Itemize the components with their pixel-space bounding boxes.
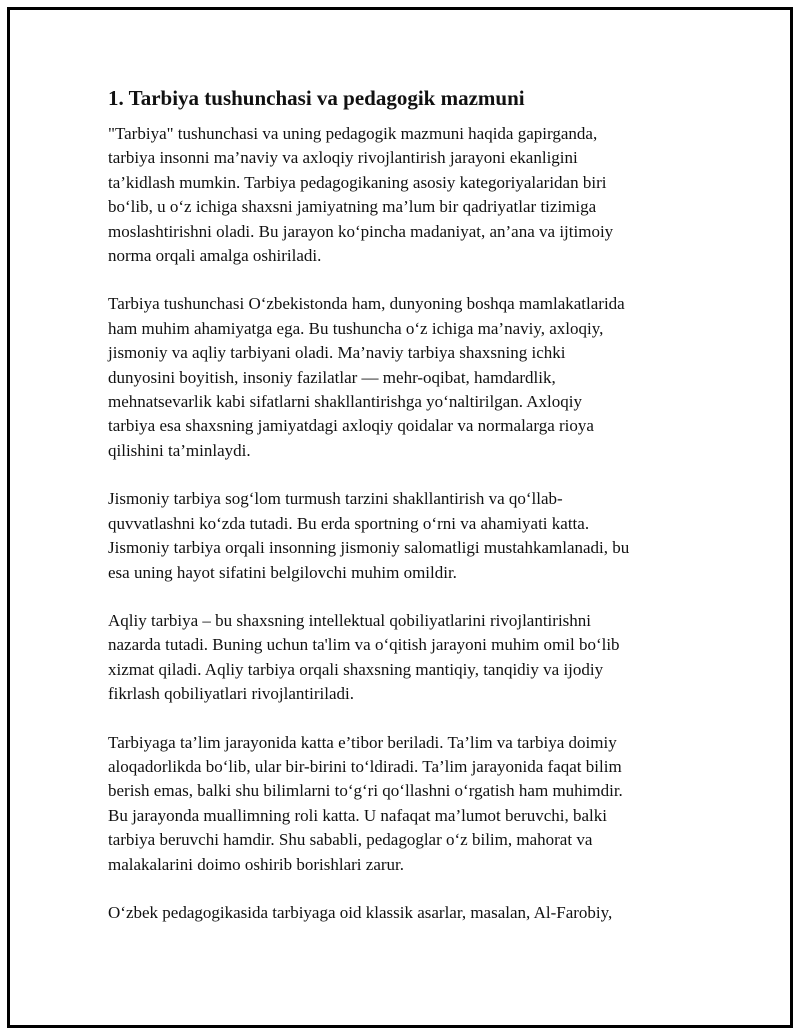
paragraph-4 <box>108 609 688 707</box>
text-line: qilishini ta’minlaydi. <box>108 440 251 460</box>
text-line: berish emas, balki shu bilimlarni to‘g‘ri qo‘llashni o‘rgatish ham muhimdir. <box>108 781 623 801</box>
text-line: tarbiya beruvchi hamdir. Shu sababli, pedagoglar o‘z bilim, mahorat va <box>108 830 593 850</box>
text-line: tarbiya esa shaxsning jamiyatdagi axloqiy qoidalar va normalarga rioya <box>108 416 594 436</box>
document-body <box>108 84 688 949</box>
text-line: moslashtirishni oladi. Bu jarayon ko‘pincha madaniyat, an’ana va ijtimoiy <box>108 221 614 241</box>
paragraph-6 <box>108 901 688 925</box>
paragraph-3 <box>108 487 688 585</box>
text-line: dunyosini boyitish, insoniy fazilatlar — mehr-oqibat, hamdardlik, <box>108 367 556 387</box>
text-line: Jismoniy tarbiya orqali insonning jismoniy salomatligi mustahkamlanadi, bu <box>108 538 630 558</box>
text-line: ta’kidlash mumkin. Tarbiya pedagogikaning asosiy kategoriyalaridan biri <box>108 172 607 192</box>
text-line: xizmat qiladi. Aqliy tarbiya orqali shaxsning mantiqiy, tanqidiy va ijodiy <box>108 659 604 679</box>
paragraph-5 <box>108 731 688 877</box>
paragraph-1 <box>108 122 688 268</box>
text-line: Tarbiya tushunchasi O‘zbekistonda ham, dunyoning boshqa mamlakatlarida <box>108 294 625 314</box>
section-heading: 1. Tarbiya tushunchasi va pedagogik mazmuni <box>108 86 525 110</box>
text-line: quvvatlashni ko‘zda tutadi. Bu erda sportning o‘rni va ahamiyati katta. <box>108 513 590 533</box>
text-line: Tarbiyaga ta’lim jarayonida katta e’tibor beriladi. Ta’lim va tarbiya doimiy <box>108 732 617 752</box>
text-line: fikrlash qobiliyatlari rivojlantiriladi. <box>108 684 354 704</box>
paragraph-2 <box>108 292 688 463</box>
text-line: jismoniy va aqliy tarbiyani oladi. Ma’naviy tarbiya shaxsning ichki <box>108 343 566 363</box>
text-line: nazarda tutadi. Buning uchun ta'lim va o‘qitish jarayoni muhim omil bo‘lib <box>108 635 620 655</box>
text-line: O‘zbek pedagogikasida tarbiyaga oid klassik asarlar, masalan, Al-Farobiy, <box>108 902 613 922</box>
text-line: Aqliy tarbiya – bu shaxsning intellektual qobiliyatlarini rivojlantirishni <box>108 610 592 630</box>
text-line: mehnatsevarlik kabi sifatlarni shakllantirishga yo‘naltirilgan. Axloqiy <box>108 392 582 412</box>
text-line: norma orqali amalga oshiriladi. <box>108 246 322 266</box>
text-line: "Tarbiya" tushunchasi va uning pedagogik mazmuni haqida gapirganda, <box>108 124 598 143</box>
text-line: esa uning hayot sifatini belgilovchi muhim omildir. <box>108 562 457 582</box>
text-line: ham muhim ahamiyatga ega. Bu tushuncha o‘z ichiga ma’naviy, axloqiy, <box>108 318 604 338</box>
text-line: tarbiya insonni ma’naviy va axloqiy rivojlantirish jarayoni ekanligini <box>108 148 578 168</box>
text-line: Jismoniy tarbiya sog‘lom turmush tarzini shakllantirish va qo‘llab- <box>108 489 563 509</box>
text-line: aloqadorlikda bo‘lib, ular bir-birini to‘ldiradi. Ta’lim jarayonida faqat bilim <box>108 756 622 776</box>
text-line: malakalarini doimo oshirib borishlari zarur. <box>108 854 405 874</box>
text-line: bo‘lib, u o‘z ichiga shaxsni jamiyatning ma’lum bir qadriyatlar tizimiga <box>108 197 597 217</box>
text-line: Bu jarayonda muallimning roli katta. U nafaqat ma’lumot beruvchi, balki <box>108 805 608 825</box>
